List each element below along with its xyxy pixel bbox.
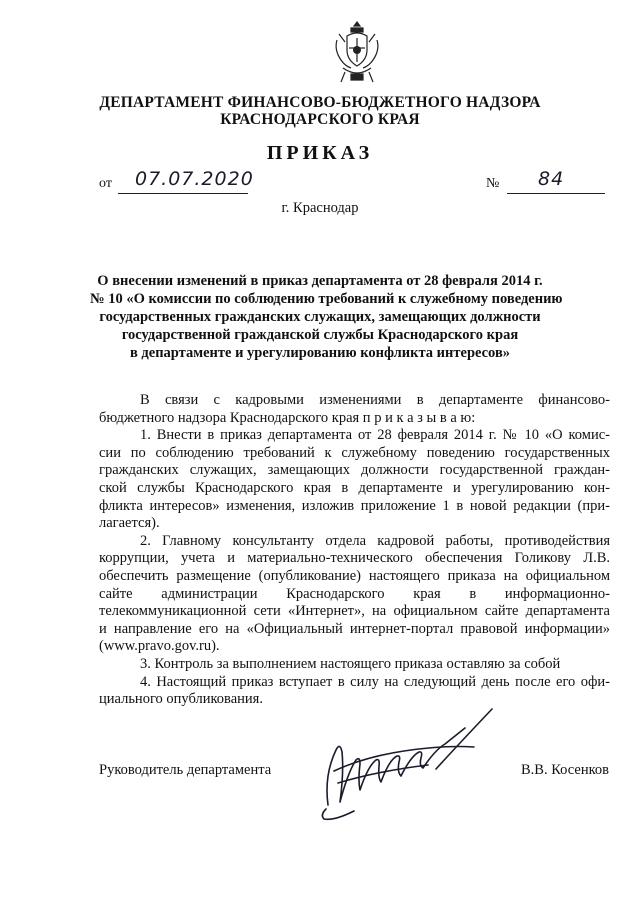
body-line: В связи с кадровыми изменениями в департаменте финансово- bbox=[140, 392, 610, 408]
body-line: 2. Главному консультанту отдела кадровой работы, противодействия bbox=[140, 532, 610, 549]
coat-of-arms-icon bbox=[333, 20, 381, 84]
order-subject bbox=[90, 272, 563, 362]
signatory-name: В.В. Косенков bbox=[521, 762, 609, 778]
paragraph-4 bbox=[99, 674, 610, 709]
subject-line: О внесении изменений в приказ департамента от 28 февраля 2014 г. bbox=[97, 273, 543, 289]
order-number-handwritten: 84 bbox=[538, 168, 565, 190]
date-underline bbox=[118, 193, 248, 194]
body-line: обеспечить размещение (опубликование) настоящего приказа на официальном bbox=[99, 567, 610, 584]
number-label: № bbox=[486, 176, 500, 191]
document-type-title: ПРИКАЗ bbox=[266, 142, 374, 164]
body-line: и направление его на «Официальный интернет-портал правовой информации» bbox=[99, 620, 610, 637]
body-line: коррупции, учета и материально-технического обеспечения Голикову Л.В. bbox=[99, 550, 610, 567]
subject-line: государственной гражданской службы Краснодарского края bbox=[121, 327, 519, 343]
body-line: гражданских служащих, замещающих должности государственной граждан- bbox=[99, 462, 610, 479]
subject-line: № 10 «О комиссии по соблюдению требований к служебному поведению bbox=[90, 291, 563, 307]
city-name: г. Краснодар bbox=[281, 200, 359, 216]
signatory-role: Руководитель департамента bbox=[99, 762, 272, 778]
paragraph-1 bbox=[99, 427, 610, 533]
subject-line: государственных гражданских служащих, замещающих должности bbox=[99, 309, 541, 325]
body-line: телекоммуникационной сети «Интернет», на официальном сайте департамента bbox=[99, 603, 610, 620]
body-line: сии по соблюдению требований к служебному поведению государственных bbox=[99, 444, 610, 461]
body-line: 3. Контроль за выполнением настоящего приказа оставляю за собой bbox=[140, 655, 561, 672]
body-line: 1. Внести в приказ департамента от 28 февраля 2014 г. № 10 «О комис- bbox=[140, 427, 610, 444]
paragraph-3 bbox=[99, 656, 610, 674]
body-line: сайте администрации Краснодарского края в информационно- bbox=[99, 585, 610, 602]
body-line: циального опубликования. bbox=[99, 691, 263, 708]
order-body bbox=[99, 392, 610, 709]
body-line: бюджетного надзора Краснодарского края п р и к а з ы в а ю: bbox=[99, 409, 476, 426]
body-line: ской службы Краснодарского края в департаменте и урегулированию кон- bbox=[99, 479, 610, 496]
date-label: от bbox=[99, 176, 112, 191]
number-underline bbox=[507, 193, 605, 194]
paragraph-2 bbox=[99, 533, 610, 656]
handwritten-signature bbox=[308, 705, 498, 835]
body-line: фликта интересов» изменения, изложив приложение 1 в новой редакции (при- bbox=[99, 497, 610, 514]
body-line: 4. Настоящий приказ вступает в силу на следующий день после его офи- bbox=[140, 673, 610, 690]
body-line: лагается). bbox=[99, 515, 160, 532]
department-name-line2: КРАСНОДАРСКОГО КРАЯ bbox=[220, 111, 420, 128]
order-date-handwritten: 07.07.2020 bbox=[135, 168, 254, 190]
department-name-line1: ДЕПАРТАМЕНТ ФИНАНСОВО-БЮДЖЕТНОГО НАДЗОРА bbox=[99, 94, 541, 111]
subject-line: в департаменте и урегулированию конфликта интересов» bbox=[129, 345, 511, 361]
body-line: (www.pravo.gov.ru). bbox=[99, 638, 220, 655]
preamble-paragraph bbox=[99, 392, 610, 410]
